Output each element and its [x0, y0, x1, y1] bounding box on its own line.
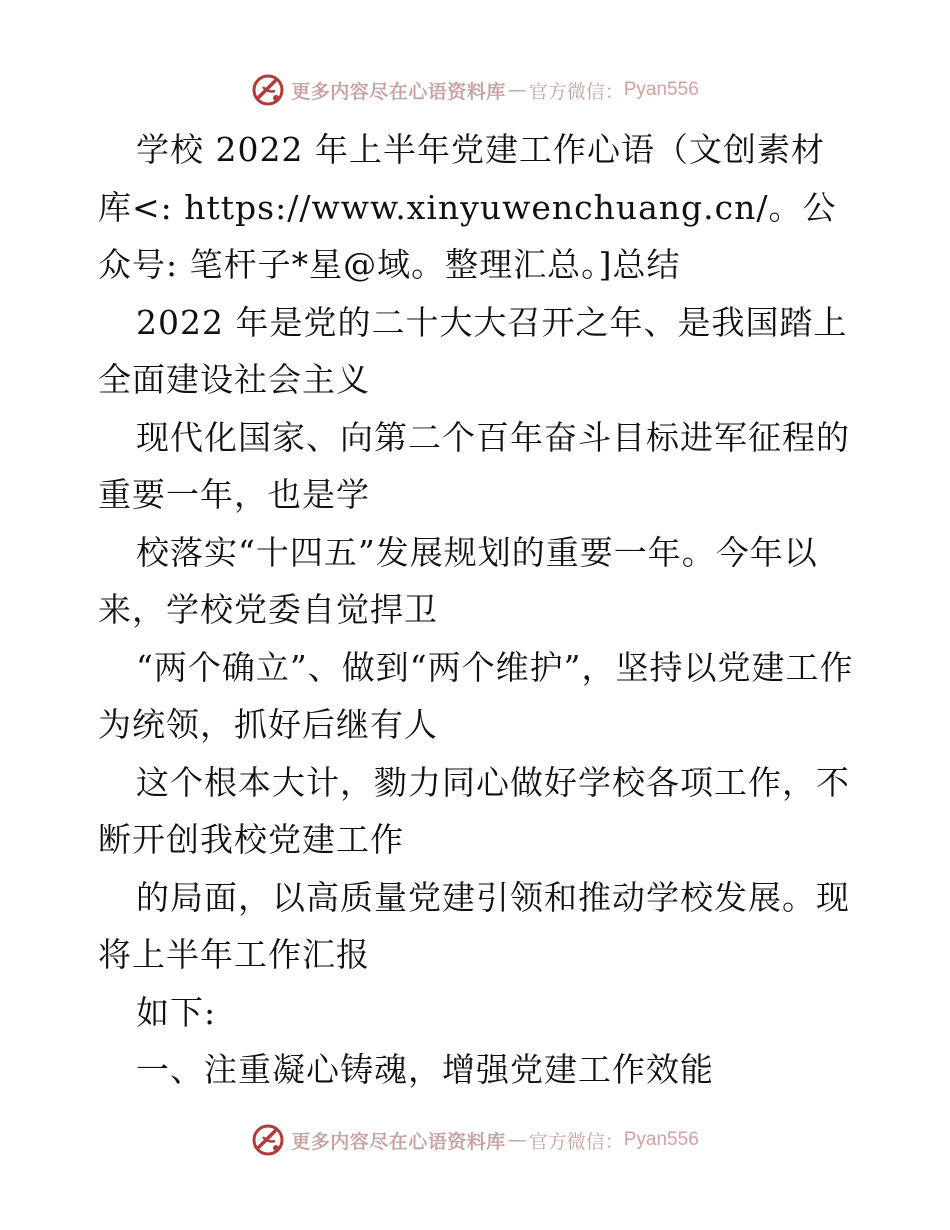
paragraph: 如下:: [136, 992, 217, 1032]
section-heading: 一、注重凝心铸魂，增强党建工作效能: [136, 1050, 714, 1089]
paragraph: 2022 年是党的二十大大召开之年、是我国踏上全面建设社会主义: [98, 302, 848, 399]
header-watermark-banner: [0, 70, 950, 110]
paragraph: 现代化国家、向第二个百年奋斗目标进军征程的重要一年，也是学: [98, 417, 850, 514]
banner-separator: —: [507, 79, 527, 101]
banner-text: 更多内容尽在心语资料库: [291, 1130, 506, 1153]
document-body: [98, 121, 858, 1099]
banner-wechat-id: Pyan556: [623, 79, 699, 100]
banner-separator: —: [507, 1129, 527, 1151]
banner-wechat-label: 官方微信：: [528, 80, 624, 103]
paragraph-title: 学校 2022 年上半年党建工作心语（文创素材库<: https://www.xinyuwenchuang.cn/。公众号: 笔杆子*星@域。整理汇总。]总结: [98, 130, 837, 284]
paragraph: 校落实“十四五”发展规划的重要一年。今年以来，学校党委自觉捍卫: [98, 532, 818, 629]
logo-icon: [251, 1123, 285, 1157]
banner-wechat-id: Pyan556: [623, 1129, 699, 1150]
banner-wechat-label: 官方微信：: [528, 1130, 624, 1153]
paragraph: 的局面，以高质量党建引领和推动学校发展。现将上半年工作汇报: [98, 877, 850, 974]
banner-text: 更多内容尽在心语资料库: [291, 80, 506, 103]
paragraph: “两个确立”、做到“两个维护”，坚持以党建工作为统领，抓好后继有人: [98, 647, 854, 744]
footer-watermark-banner: [0, 1120, 950, 1160]
paragraph: 这个根本大计，勠力同心做好学校各项工作，不断开创我校党建工作: [98, 762, 850, 859]
logo-icon: [251, 73, 285, 107]
